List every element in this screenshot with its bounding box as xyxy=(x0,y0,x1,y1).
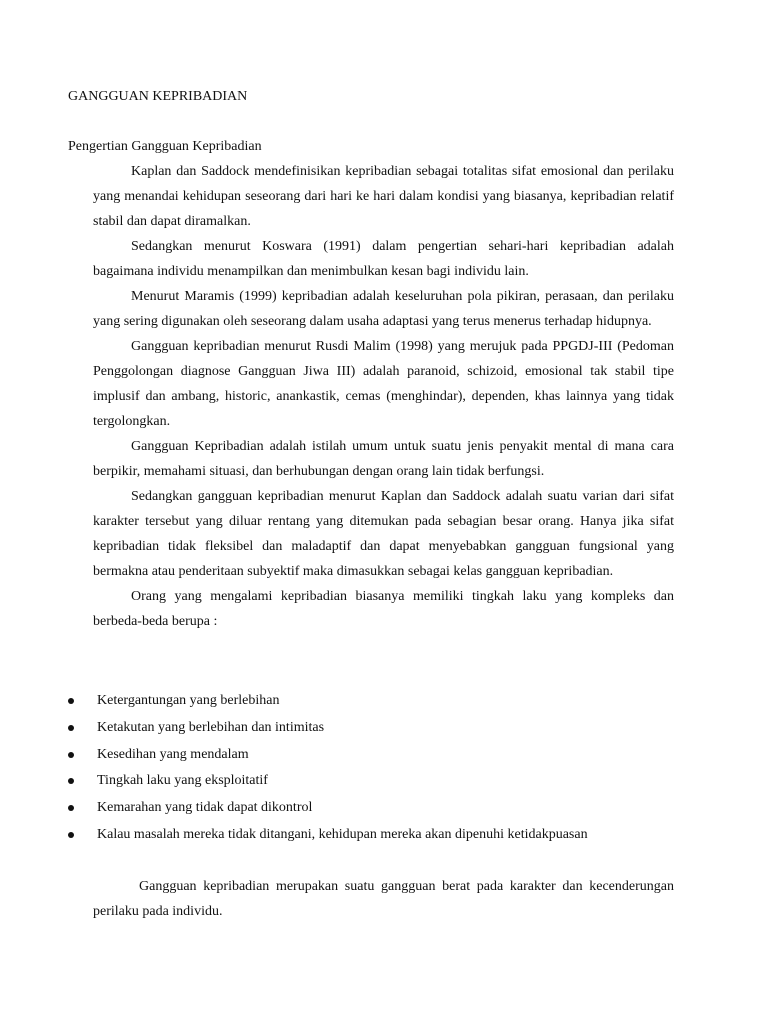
bullet-list xyxy=(68,688,688,849)
paragraph: Gangguan Kepribadian adalah istilah umum untuk suatu jenis penyakit mental di mana cara berpikir, memahami situasi, dan berhubungan dengan orang lain tidak berfungsi. xyxy=(93,439,674,479)
paragraph: Sedangkan menurut Koswara (1991) dalam pengertian sehari-hari kepribadian adalah bagaimana individu menampilkan dan menimbulkan kesan bagi individu lain. xyxy=(93,239,674,279)
list-item xyxy=(68,768,688,795)
paragraph: Orang yang mengalami kepribadian biasanya memiliki tingkah laku yang kompleks dan berbeda-beda berupa : xyxy=(93,589,674,629)
list-item-text: Ketakutan yang berlebihan dan intimitas xyxy=(97,719,325,735)
closing-text xyxy=(93,874,674,924)
list-item xyxy=(68,742,688,769)
list-item-text: Kesedihan yang mendalam xyxy=(97,746,249,762)
body-text xyxy=(93,159,674,634)
list-item xyxy=(68,795,688,822)
bullet-icon xyxy=(68,752,74,758)
paragraph: Gangguan kepribadian menurut Rusdi Malim (1998) yang merujuk pada PPGDJ-III (Pedoman Penggolongan diagnose Gangguan Jiwa III) adalah paranoid, schizoid, emosional tak stabil tipe implusif dan ambang, historic, anankastik, cemas (menghindar), dependen, khas lainnya yang tidak tergolongkan. xyxy=(93,339,674,429)
list-item xyxy=(68,822,688,849)
bullet-icon xyxy=(68,698,74,704)
closing-paragraph: Gangguan kepribadian merupakan suatu gangguan berat pada karakter dan kecenderungan perilaku pada individu. xyxy=(93,879,674,919)
list-item-text: Ketergantungan yang berlebihan xyxy=(97,693,280,708)
list-item-text: Kalau masalah mereka tidak ditangani, kehidupan mereka akan dipenuhi ketidakpuasan xyxy=(97,826,588,842)
section-heading: Pengertian Gangguan Kepribadian xyxy=(68,139,262,154)
list-item-text: Kemarahan yang tidak dapat dikontrol xyxy=(97,800,313,816)
bullet-icon xyxy=(68,725,74,731)
document-title: GANGGUAN KEPRIBADIAN xyxy=(68,89,248,104)
paragraph: Kaplan dan Saddock mendefinisikan kepribadian sebagai totalitas sifat emosional dan perilaku yang menandai kehidupan seseorang dari hari ke hari dalam kondisi yang biasanya, kepribadian relatif stabil dan dapat diramalkan. xyxy=(93,164,674,229)
paragraph: Sedangkan gangguan kepribadian menurut Kaplan dan Saddock adalah suatu varian dari sifat karakter tersebut yang diluar rentang yang ditemukan pada sebagian besar orang. Hanya jika sifat kepribadian tidak fleksibel dan maladaptif dan dapat menyebabkan gangguan fungsional yang bermakna atau penderitaan subyektif maka dimasukkan sebagai kelas gangguan kepribadian. xyxy=(93,489,674,579)
bullet-icon xyxy=(68,832,74,838)
bullet-icon xyxy=(68,778,74,784)
paragraph: Menurut Maramis (1999) kepribadian adalah keseluruhan pola pikiran, perasaan, dan perilaku yang sering digunakan oleh seseorang dalam usaha adaptasi yang terus menerus terhadap hidupnya. xyxy=(93,289,674,329)
list-item-text: Tingkah laku yang eksploitatif xyxy=(97,773,268,789)
list-item xyxy=(68,715,688,742)
list-item xyxy=(68,688,688,715)
bullet-icon xyxy=(68,805,74,811)
